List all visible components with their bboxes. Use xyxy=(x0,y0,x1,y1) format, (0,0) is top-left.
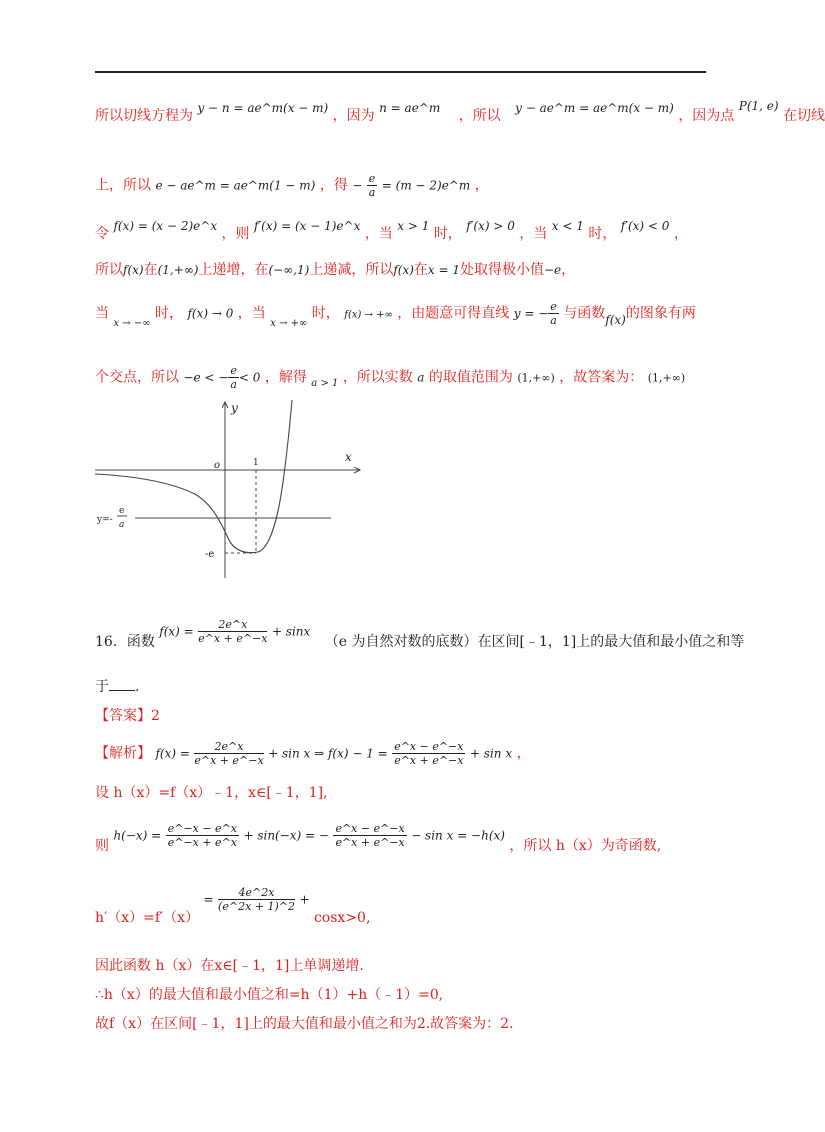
formula: f(x) = xyxy=(159,624,194,639)
formula: (1,+∞) xyxy=(517,371,555,385)
formula: + sin(−x) = − xyxy=(243,828,329,843)
text: ，当 xyxy=(237,305,266,322)
fraction: $\frac{e\^{}x - e\^{}-x}{e\^{}x + e\^{}-x}$ xyxy=(335,822,405,849)
text: 当 xyxy=(95,305,109,322)
formula: −e xyxy=(544,263,562,277)
formula: f(x) = (x − 2)e^x xyxy=(113,219,218,233)
text: 时， xyxy=(311,305,340,322)
fraction: $\frac{4e\^{}2x}{(e\^{}2x + 1)\^{}2}$ xyxy=(218,886,295,913)
text: 的图象有两 xyxy=(625,305,696,322)
line-label-den: a xyxy=(119,520,125,530)
text: cosx>0, xyxy=(313,909,371,926)
text: 于 xyxy=(95,679,109,695)
text: ，因为 xyxy=(332,108,375,124)
text: 时， xyxy=(433,226,462,242)
tangent-line-5 xyxy=(95,300,696,327)
text: 在 xyxy=(143,262,158,278)
text: ，由题意可得直线 xyxy=(397,305,510,322)
tangent-line-4 xyxy=(95,260,575,280)
formula: a > 1 xyxy=(311,377,339,389)
text: 因此函数 h（x）在x∈[﹣1，1]上单调递增. xyxy=(95,958,364,974)
problem-16-line-2 xyxy=(95,676,139,697)
line-label-num: e xyxy=(119,506,125,516)
text: 个交点，所以 xyxy=(95,369,179,386)
formula: < 0 xyxy=(238,370,261,385)
tangent-line-3 xyxy=(95,216,688,242)
formula: f(x) → 0 xyxy=(187,306,234,321)
text: ， xyxy=(474,177,489,194)
text: 故f（x）在区间[﹣1，1]上的最大值和最小值之和为2.故答案为：2. xyxy=(95,1016,514,1032)
formula: f(x) = xyxy=(155,746,190,761)
formula: x → −∞ xyxy=(113,317,151,329)
text: ，所以 xyxy=(458,108,501,124)
tangent-line-6 xyxy=(95,364,685,391)
solution-line-4 xyxy=(95,886,371,926)
text: ，当 xyxy=(519,226,548,242)
text: 与函数 xyxy=(563,305,606,322)
formula: x = 1 xyxy=(427,263,460,277)
answer-value: 2 xyxy=(151,708,160,724)
problem-16-line-1 xyxy=(95,618,745,650)
formula: n = ae^m xyxy=(379,101,441,115)
text: ，故答案为： xyxy=(559,369,644,386)
text: ，则 xyxy=(221,226,250,242)
text: ， xyxy=(561,262,576,278)
text: 在切线 xyxy=(783,108,825,124)
problem-number: 16．函数 xyxy=(95,633,155,650)
curve-fx xyxy=(95,400,292,553)
answer-label: 【答案】 xyxy=(95,708,151,724)
text: 上递增，在 xyxy=(198,262,269,278)
tick-1-label: 1 xyxy=(253,458,259,468)
text: （e 为自然对数的底数）在区间[﹣1，1]上的最大值和最小值之和等 xyxy=(324,633,745,650)
formula: f(x) → +∞ xyxy=(344,309,393,321)
text: 令 xyxy=(95,226,109,242)
formula: e − ae^m = ae^m(1 − m) xyxy=(155,178,316,193)
formula: h(−x) = xyxy=(113,828,162,843)
formula: f(x) xyxy=(605,312,626,327)
solution-line-6 xyxy=(95,985,443,1005)
header-rule xyxy=(95,71,706,73)
text: 上，所以 xyxy=(95,177,151,194)
text: 的取值范围为 xyxy=(428,369,513,386)
answer-line xyxy=(95,706,160,726)
y-axis-label: y xyxy=(231,401,238,415)
min-label: -e xyxy=(205,549,215,560)
fraction: $\frac{e}{a}$ xyxy=(368,172,376,199)
fraction: $\frac{2e\^{}x}{e\^{}x + e\^{}-x}$ xyxy=(198,618,268,645)
answer-blank xyxy=(109,676,135,691)
formula: = (m − 2)e^m xyxy=(381,178,471,193)
tangent-line-2 xyxy=(95,172,489,199)
formula: (−∞,1) xyxy=(268,263,310,277)
formula: (1,+∞) xyxy=(647,371,686,385)
formula: −e < − xyxy=(183,370,229,385)
formula: f(x) xyxy=(393,263,414,277)
formula: f′(x) > 0 xyxy=(466,219,515,233)
formula: + sin x ⇒ f(x) − 1 = xyxy=(268,746,388,761)
formula: − sin x = −h(x) xyxy=(411,828,505,843)
fraction: $\frac{e}{a}$ xyxy=(550,300,557,327)
solution-line-1 xyxy=(95,740,531,767)
formula: P(1, e) xyxy=(738,99,779,113)
origin-label: o xyxy=(214,460,221,471)
text: ，得 xyxy=(319,177,348,194)
text: 则 xyxy=(95,837,109,854)
formula: − xyxy=(352,178,363,193)
solution-line-7 xyxy=(95,1014,514,1034)
fraction: $\frac{e\^{}-x - e\^{}x}{e\^{}-x + e\^{}x}$ xyxy=(167,822,237,849)
formula: a xyxy=(417,370,425,385)
text: 所以切线方程为 xyxy=(95,108,193,124)
fraction: $\frac{e}{a}$ xyxy=(230,364,237,391)
text: h′（x）=f′（x） xyxy=(95,909,200,926)
fraction: $\frac{e\^{}x - e\^{}-x}{e\^{}x + e\^{}-x}$ xyxy=(394,740,464,767)
line-label-prefix: y=- xyxy=(97,515,113,525)
function-graph xyxy=(95,398,365,583)
formula: (1,+∞) xyxy=(157,263,199,277)
text: . xyxy=(135,679,140,695)
formula: + sinx xyxy=(271,624,311,639)
text: ，因为点 xyxy=(678,108,735,124)
text: ， xyxy=(516,745,531,762)
text: ，所以实数 xyxy=(342,369,413,386)
text: ，解得 xyxy=(264,369,307,386)
formula: x > 1 xyxy=(397,219,430,233)
text: ，所以 h（x）为奇函数, xyxy=(509,837,662,854)
x-axis-label: x xyxy=(345,450,352,464)
formula: y = − xyxy=(513,306,549,321)
solution-line-2 xyxy=(95,783,328,803)
text: ， xyxy=(673,226,688,242)
formula: f′(x) < 0 xyxy=(620,219,670,233)
text: 时， xyxy=(588,226,617,242)
formula: y − ae^m = ae^m(x − m) xyxy=(515,101,674,115)
formula: x < 1 xyxy=(551,219,584,233)
formula: f(x) xyxy=(123,263,144,277)
text: 所以 xyxy=(95,262,123,278)
solution-line-3 xyxy=(95,822,662,854)
formula: + xyxy=(299,892,310,907)
text: 处取得极小值 xyxy=(460,262,544,278)
formula: x → +∞ xyxy=(270,317,308,329)
formula: = xyxy=(203,892,214,907)
tangent-line-1 xyxy=(95,99,825,126)
text: 上递减，所以 xyxy=(309,262,394,278)
text: ∴h（x）的最大值和最小值之和=h（1）+h（﹣1）=0, xyxy=(95,987,444,1003)
solution-label: 【解析】 xyxy=(95,745,151,762)
text: ，当 xyxy=(364,226,393,242)
formula: + sin x xyxy=(469,746,513,761)
formula: f′(x) = (x − 1)e^x xyxy=(254,219,361,233)
solution-line-5 xyxy=(95,956,364,976)
text: 设 h（x）=f（x）﹣1，x∈[﹣1，1], xyxy=(95,785,328,801)
text: 在 xyxy=(413,262,428,278)
formula: y − n = ae^m(x − m) xyxy=(197,101,329,115)
fraction: $\frac{2e\^{}x}{e\^{}x + e\^{}-x}$ xyxy=(194,740,264,767)
text: 时， xyxy=(155,305,183,322)
